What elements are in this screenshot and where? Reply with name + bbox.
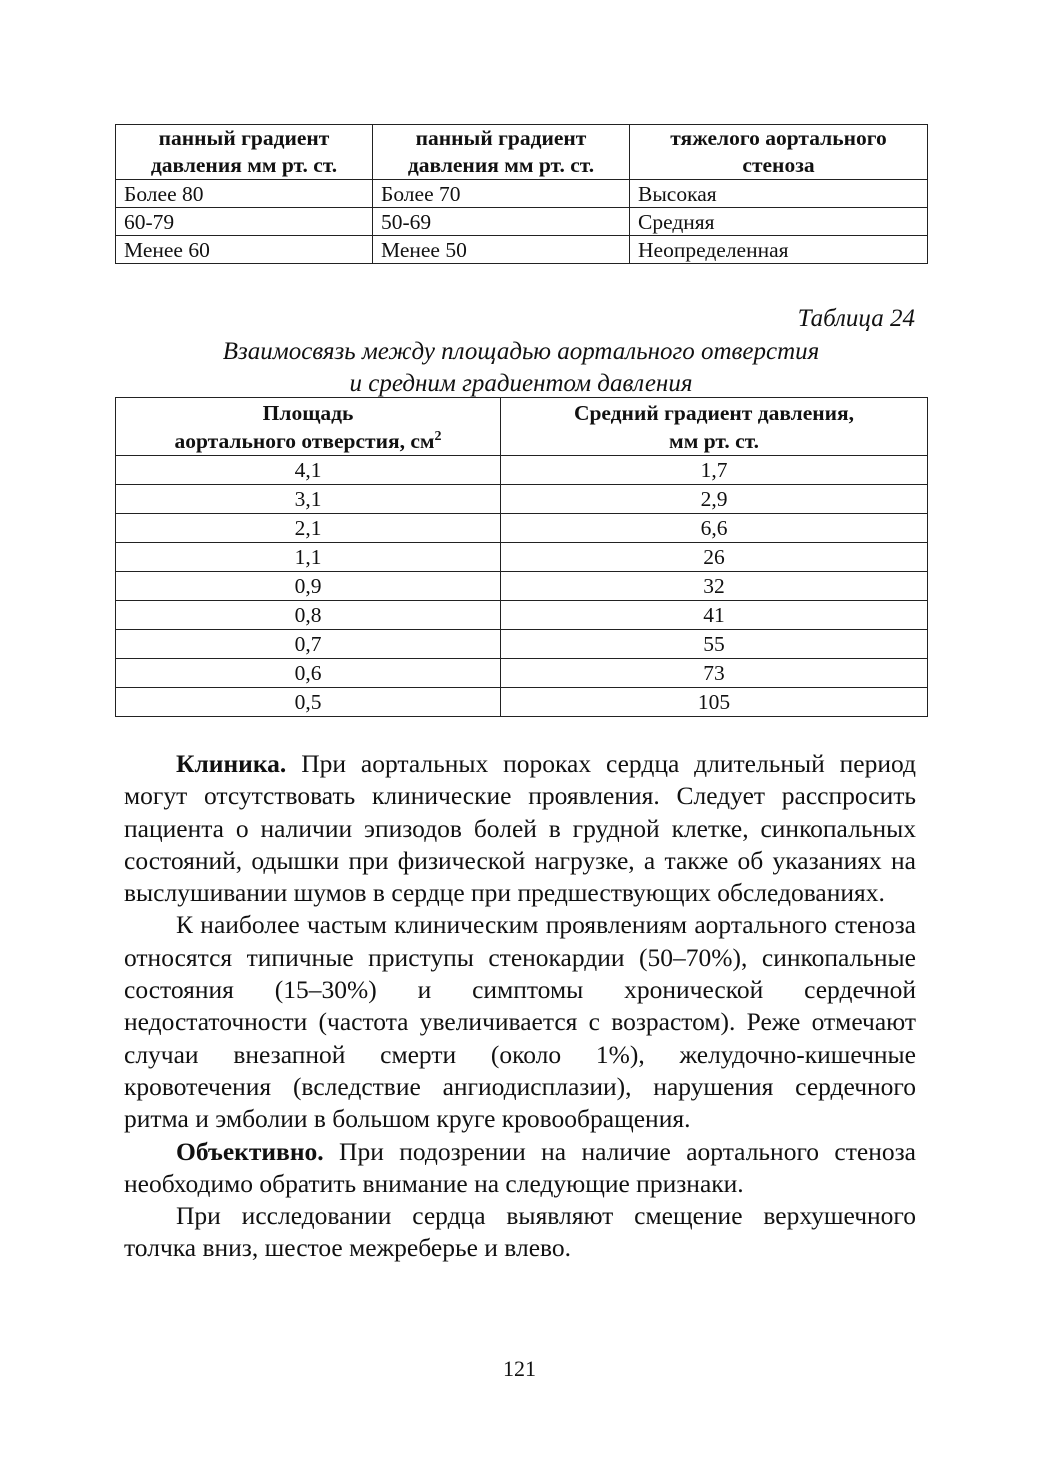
paragraph-text: При аортальных пороках сердца длительный период могут отсутствовать клинические проявления. Следует расспросить пациента о наличии эпизодов болей в грудной клетке, синкопальных состояний, одышки при физической нагрузке, а также об указаниях на выслушивании шумов в сердце при предшествующих обследованиях. <box>124 749 916 908</box>
table-header-row <box>116 398 928 456</box>
table-row <box>116 543 928 572</box>
table-row <box>116 485 928 514</box>
table-row <box>116 659 928 688</box>
table-header-cell <box>116 398 501 456</box>
page-number: 121 <box>503 1356 536 1381</box>
header-line: Средний градиент давления, <box>573 400 855 425</box>
table-row <box>116 601 928 630</box>
table-title <box>115 336 927 400</box>
table-header-cell: панный градиент давления мм рт. ст. <box>373 125 630 180</box>
table-cell: 1,7 <box>501 456 928 485</box>
table-row <box>116 236 928 264</box>
paragraph-lead: Клиника. <box>176 749 287 778</box>
superscript: 2 <box>434 428 442 444</box>
table-cell: 2,1 <box>116 514 501 543</box>
table-cell: 73 <box>501 659 928 688</box>
table-row <box>116 572 928 601</box>
table-title-line: и средним градиентом давления <box>349 370 693 397</box>
table-cell: 0,9 <box>116 572 501 601</box>
table-cell: 105 <box>501 688 928 717</box>
table-cell: 1,1 <box>116 543 501 572</box>
table-cell: 3,1 <box>116 485 501 514</box>
paragraph-symptoms: К наиболее частым клиническим проявлениям аортального стеноза относятся типичные приступы стенокардии (50–70%), синкопальные состояния (15–30%) и симптомы хронической сердечной недостаточности (частота увеличивается с возрастом). Реже отмечают случаи внезапной смерти (около 1%), желудочно-кишечные кровотечения (вследствие ангиодисплазии), нарушения сердечного ритма и эмболии в большом круге кровообращения. <box>124 910 916 1134</box>
area-gradient-table <box>115 397 928 717</box>
table-cell: 0,7 <box>116 630 501 659</box>
paragraph-exam: При исследовании сердца выявляют смещение верхушечного толчка вниз, шестое межреберье и влево. <box>124 1201 916 1263</box>
table-cell: 41 <box>501 601 928 630</box>
table-cell: Более 70 <box>373 180 630 208</box>
table-row <box>116 456 928 485</box>
table-row <box>116 630 928 659</box>
table-cell: 26 <box>501 543 928 572</box>
table-cell: 2,9 <box>501 485 928 514</box>
paragraph-clinic <box>124 748 916 909</box>
table-cell: Средняя <box>630 208 928 236</box>
table-title-line: Взаимосвязь между площадью аортального отверстия <box>222 338 820 365</box>
header-line: мм рт. ст. <box>669 428 759 453</box>
table-cell: 50-69 <box>373 208 630 236</box>
header-line: Площадь <box>262 400 354 425</box>
table-row <box>116 688 928 717</box>
table-header-cell <box>501 398 928 456</box>
paragraph-lead: Объективно. <box>176 1136 324 1166</box>
table-cell: Менее 50 <box>373 236 630 264</box>
paragraph-text: При подозрении на наличие аортального стеноза необходимо обратить внимание на следующие признаки. <box>124 1136 916 1198</box>
table-header-cell: панный градиент давления мм рт. ст. <box>116 125 373 180</box>
paragraph-objective <box>124 1136 916 1201</box>
table-cell: 6,6 <box>501 514 928 543</box>
table-header-cell: тяжелого аортального стеноза <box>630 125 928 180</box>
body-text <box>124 748 916 1265</box>
header-line: аортального отверстия, см <box>174 428 435 453</box>
table-cell: 0,5 <box>116 688 501 717</box>
table-cell: Неопределенная <box>630 236 928 264</box>
table-cell: 55 <box>501 630 928 659</box>
table-cell: 0,8 <box>116 601 501 630</box>
table-number: Таблица 24 <box>797 305 915 332</box>
table-cell: 0,6 <box>116 659 501 688</box>
table-cell: 4,1 <box>116 456 501 485</box>
table-cell: Более 80 <box>116 180 373 208</box>
table-row <box>116 514 928 543</box>
grade-table <box>115 124 928 264</box>
table-row <box>116 208 928 236</box>
table-cell: 32 <box>501 572 928 601</box>
table-cell: 60-79 <box>116 208 373 236</box>
table-row <box>116 180 928 208</box>
table-cell: Менее 60 <box>116 236 373 264</box>
table-cell: Высокая <box>630 180 928 208</box>
table-header-row <box>116 125 928 180</box>
